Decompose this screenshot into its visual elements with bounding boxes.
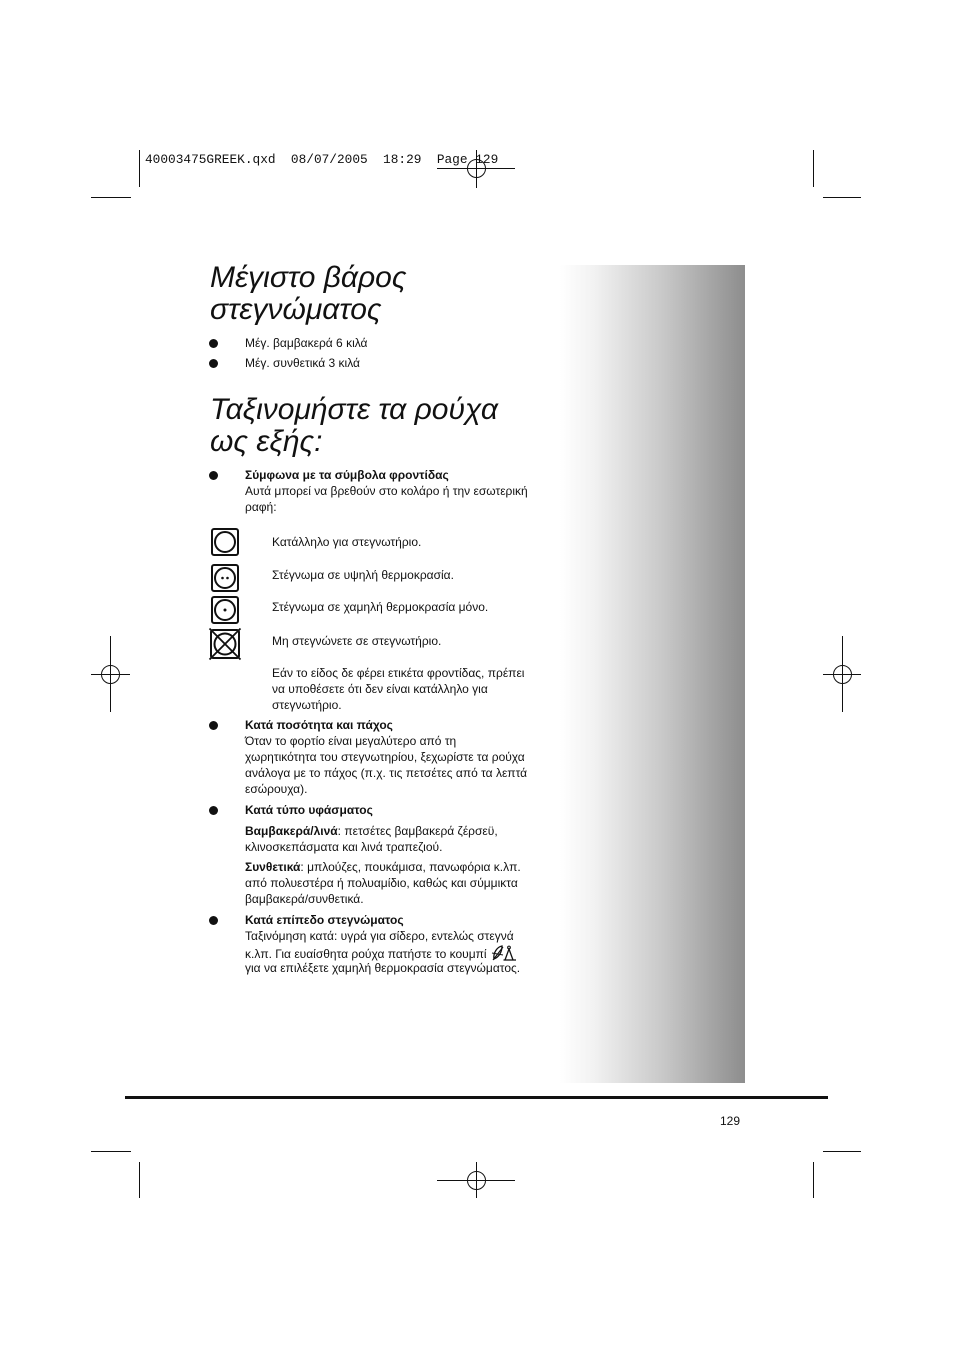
- do-not-tumble-dry-icon: [208, 627, 242, 661]
- fabric-synthetics-text-line: από πολυεστέρα ή πολυαμίδιο, καθώς και σύμμικτα: [245, 876, 518, 890]
- page-number: 129: [720, 1114, 741, 1128]
- bullet-icon: [209, 359, 218, 368]
- quantity-text-line: Όταν το φορτίο είναι μεγαλύτερο από τη: [245, 734, 457, 748]
- sorting-title-line-1: Ταξινομήστε τα ρούχα: [210, 393, 498, 426]
- quantity-text-line: ανάλογα με το πάχος (π.χ. τις πετσέτες από τα λεπτά: [245, 766, 528, 780]
- fabric-synthetics-text-line: βαμβακερά/συνθετικά.: [245, 892, 364, 906]
- care-note-line: στεγνωτήριο.: [272, 698, 342, 712]
- fabric-cotton-text: : πετσέτες βαμβακερά ζέρσεϋ,: [337, 824, 498, 838]
- dryness-text-line: κ.λπ. Για ευαίσθητα ρούχα πατήστε το κουμπί: [245, 947, 487, 961]
- registration-mark-icon: [823, 636, 861, 712]
- bullet-icon: [209, 806, 218, 815]
- care-note-line: να υποθέσετε ότι δεν είναι κατάλληλο για: [272, 682, 488, 696]
- care-symbols-text-line: ραφή:: [245, 500, 277, 514]
- bullet-icon: [209, 471, 218, 480]
- quantity-text-line: χωρητικότητα του στεγνωτηρίου, ξεχωρίστε τα ρούχα: [245, 750, 525, 764]
- care-symbol-label: Στέγνωμα σε χαμηλή θερμοκρασία μόνο.: [272, 600, 489, 614]
- tumble-dry-low-heat-icon: [210, 595, 240, 625]
- fabric-synthetics-line: [245, 859, 521, 875]
- quantity-heading: Κατά ποσότητα και πάχος: [245, 718, 393, 732]
- fabric-cotton-text-line: κλινοσκεπάσματα και λινά τραπεζιού.: [245, 840, 443, 854]
- sorting-title-line-2: ως εξής:: [210, 425, 323, 458]
- care-symbols-heading: Σύμφωνα με τα σύμβολα φροντίδας: [245, 468, 449, 482]
- dryness-text-line: για να επιλέξετε χαμηλή θερμοκρασία στεγνώματος.: [245, 961, 521, 975]
- fabric-heading: Κατά τύπο υφάσματος: [245, 803, 373, 817]
- care-note-line: Εάν το είδος δε φέρει ετικέτα φροντίδας, πρέπει: [272, 666, 525, 680]
- tumble-dry-icon: [210, 527, 240, 557]
- bullet-icon: [209, 339, 218, 348]
- printer-slug: 40003475GREEK.qxd 08/07/2005 18:29 Page 129: [145, 152, 499, 167]
- fabric-synthetics-label: Συνθετικά: [245, 860, 301, 874]
- max-load-synthetics: Μέγ. συνθετικά 3 κιλά: [245, 356, 360, 370]
- fabric-synthetics-text: : μπλούζες, πουκάμισα, πανωφόρια κ.λπ.: [300, 860, 521, 874]
- quantity-text-line: εσώρουχα).: [245, 782, 308, 796]
- footer-rule: [125, 1096, 828, 1099]
- max-load-cotton: Μέγ. βαμβακερά 6 κιλά: [245, 336, 368, 350]
- bullet-icon: [209, 721, 218, 730]
- dryness-text-line: Ταξινόμηση κατά: υγρά για σίδερο, εντελώς στεγνά: [245, 929, 514, 943]
- care-symbol-label: Μη στεγνώνετε σε στεγνωτήριο.: [272, 634, 442, 648]
- registration-mark-icon: [437, 1162, 515, 1198]
- registration-mark-icon: [91, 636, 130, 712]
- bullet-icon: [209, 916, 218, 925]
- fabric-cotton-line: [245, 823, 498, 839]
- fabric-cotton-label: Βαμβακερά/λινά: [245, 824, 338, 838]
- side-gradient-panel: [560, 265, 745, 1083]
- tumble-dry-high-heat-icon: [210, 563, 240, 593]
- max-load-title-line-1: Μέγιστο βάρος: [210, 261, 407, 294]
- care-symbol-label: Κατάλληλο για στεγνωτήριο.: [272, 535, 422, 549]
- max-load-title-line-2: στεγνώματος: [210, 293, 382, 326]
- care-symbol-label: Στέγνωμα σε υψηλή θερμοκρασία.: [272, 568, 454, 582]
- care-symbols-text-line: Αυτά μπορεί να βρεθούν στο κολάρο ή την εσωτερική: [245, 484, 528, 498]
- dryness-heading: Κατά επίπεδο στεγνώματος: [245, 913, 404, 927]
